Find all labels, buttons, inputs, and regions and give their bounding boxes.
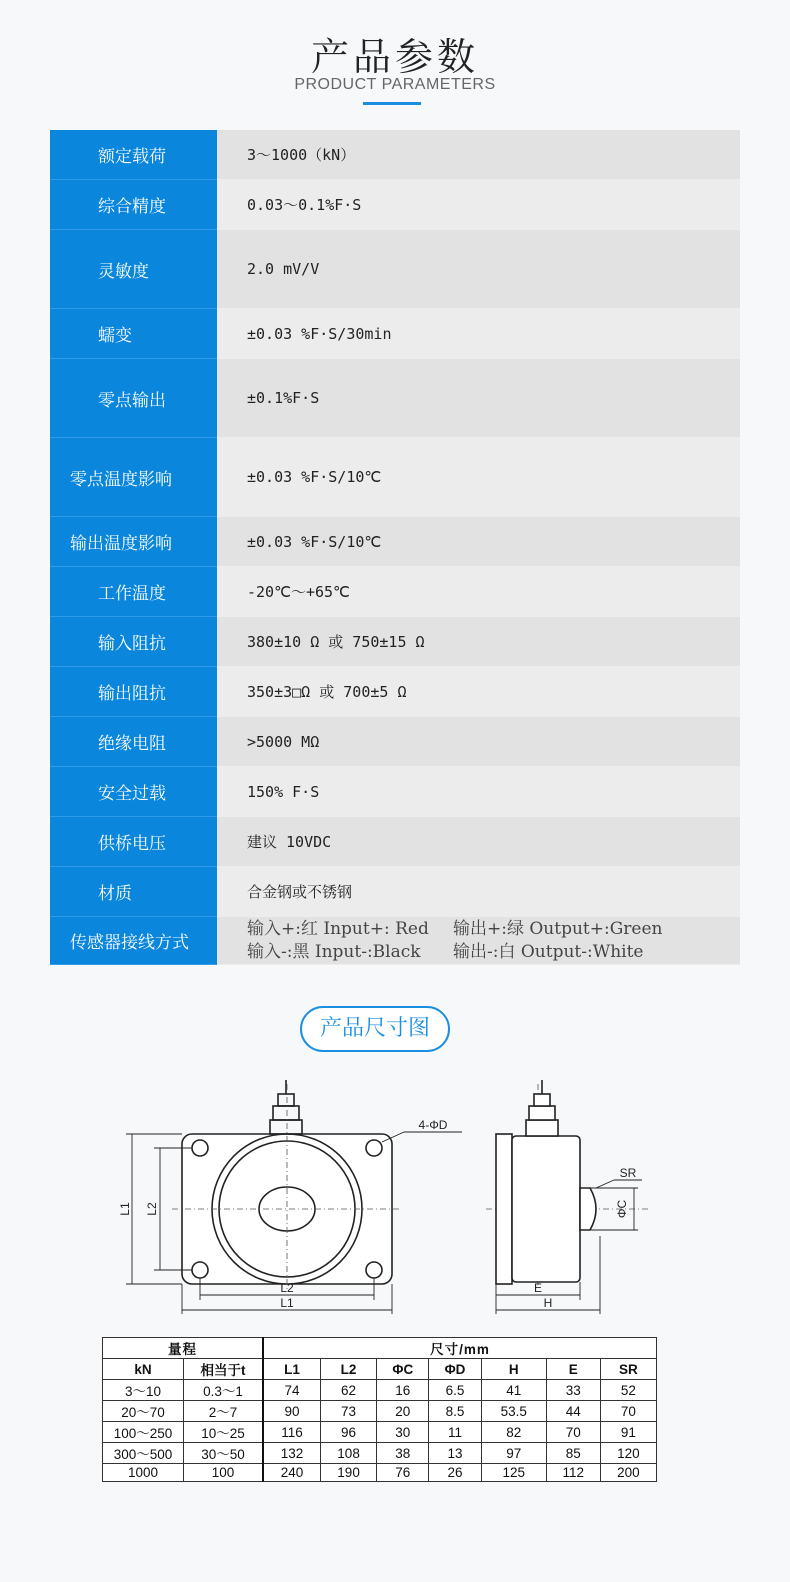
title-underline	[363, 102, 421, 105]
sr-label: SR	[619, 1166, 637, 1180]
dim-col-header: L2	[320, 1359, 376, 1380]
param-row	[50, 767, 740, 817]
param-value: 合金钢或不锈钢	[217, 867, 740, 917]
param-label: 输出阻抗	[50, 667, 217, 717]
l1-label: L1	[280, 1296, 294, 1310]
table-cell: 70	[600, 1401, 656, 1422]
table-cell: 76	[377, 1464, 429, 1482]
dim-col-header: ΦC	[377, 1359, 429, 1380]
wiring-input-negative: 输入-:黑 Input-:Black	[247, 941, 421, 962]
dim-col-header: ΦD	[429, 1359, 481, 1380]
param-label: 零点输出	[50, 359, 217, 438]
dimensions-title: 产品尺寸图	[300, 1006, 450, 1052]
front-connector-nut	[273, 1106, 299, 1120]
table-cell: 74	[263, 1380, 320, 1401]
table-cell: 1000	[103, 1464, 184, 1482]
table-cell: 91	[600, 1422, 656, 1443]
dim-group-size: 尺寸/mm	[263, 1338, 657, 1359]
table-cell: 62	[320, 1380, 376, 1401]
table-cell: 41	[481, 1380, 546, 1401]
dim-col-header: L1	[263, 1359, 320, 1380]
table-cell: 97	[481, 1443, 546, 1464]
param-label: 输入阻抗	[50, 617, 217, 667]
param-label: 绝缘电阻	[50, 717, 217, 767]
wiring-input-positive: 输入+:红 Input+: Red	[247, 918, 429, 939]
param-value: ±0.1%F·S	[217, 359, 740, 438]
wiring-line-negative	[247, 941, 643, 964]
param-value: -20℃～+65℃	[217, 567, 740, 617]
table-cell: 116	[263, 1422, 320, 1443]
param-label: 蠕变	[50, 309, 217, 359]
param-value: 建议 10VDC	[217, 817, 740, 867]
param-label: 工作温度	[50, 567, 217, 617]
table-cell: 2～7	[184, 1401, 264, 1422]
table-cell: 44	[546, 1401, 600, 1422]
front-connector-base	[270, 1120, 302, 1134]
param-label: 安全过载	[50, 767, 217, 817]
param-row	[50, 230, 740, 309]
table-cell: 125	[481, 1464, 546, 1482]
table-cell: 100	[184, 1464, 264, 1482]
dim-group-range: 量程	[103, 1338, 264, 1359]
table-cell: 300～500	[103, 1443, 184, 1464]
dim-col-header: SR	[600, 1359, 656, 1380]
dim-col-header: kN	[103, 1359, 184, 1380]
dimensions-table	[102, 1337, 657, 1482]
side-connector-nut	[529, 1106, 555, 1120]
param-value: ±0.03 %F·S/10℃	[217, 517, 740, 567]
dim-col-header: E	[546, 1359, 600, 1380]
param-value: ±0.03 %F·S/10℃	[217, 438, 740, 517]
table-cell: 82	[481, 1422, 546, 1443]
l2-label-vertical: L2	[145, 1202, 159, 1216]
param-label: 零点温度影响	[50, 438, 217, 517]
param-row	[50, 567, 740, 617]
param-value: ±0.03 %F·S/30min	[217, 309, 740, 359]
table-cell: 96	[320, 1422, 376, 1443]
table-cell: 13	[429, 1443, 481, 1464]
param-value: 2.0 mV/V	[217, 230, 740, 309]
dim-table-header	[103, 1359, 657, 1380]
dim-col-header: H	[481, 1359, 546, 1380]
table-cell: 26	[429, 1464, 481, 1482]
table-cell: 90	[263, 1401, 320, 1422]
dim-col-header: 相当于t	[184, 1359, 264, 1380]
table-cell: 120	[600, 1443, 656, 1464]
table-cell: 20	[377, 1401, 429, 1422]
param-row	[50, 180, 740, 230]
table-cell: 16	[377, 1380, 429, 1401]
param-label: 材质	[50, 867, 217, 917]
wiring-output-negative: 输出-:白 Output-:White	[453, 941, 644, 962]
param-value: 0.03～0.1%F·S	[217, 180, 740, 230]
table-cell: 70	[546, 1422, 600, 1443]
hole-label: 4-ΦD	[418, 1118, 448, 1132]
param-value: 380±10 Ω 或 750±15 Ω	[217, 617, 740, 667]
param-row	[50, 867, 740, 917]
side-connector-cap	[534, 1094, 550, 1106]
page-subtitle: PRODUCT PARAMETERS	[294, 76, 496, 93]
table-cell: 10～25	[184, 1422, 264, 1443]
e-label: E	[533, 1281, 543, 1295]
table-cell: 3～10	[103, 1380, 184, 1401]
param-label: 灵敏度	[50, 230, 217, 309]
param-row	[50, 130, 740, 180]
parameters-table	[50, 130, 740, 965]
side-body	[512, 1136, 580, 1282]
param-value: >5000 MΩ	[217, 717, 740, 767]
table-cell: 38	[377, 1443, 429, 1464]
table-cell: 132	[263, 1443, 320, 1464]
side-flange	[496, 1134, 512, 1284]
param-label: 综合精度	[50, 180, 217, 230]
table-cell: 52	[600, 1380, 656, 1401]
wiring-output-positive: 输出+:绿 Output+:Green	[453, 918, 663, 939]
param-row-wiring	[50, 917, 740, 965]
table-cell: 20～70	[103, 1401, 184, 1422]
table-cell: 73	[320, 1401, 376, 1422]
table-row	[103, 1380, 657, 1401]
front-connector-cap	[278, 1094, 294, 1106]
table-cell: 30	[377, 1422, 429, 1443]
phic-label: ΦC	[615, 1199, 629, 1219]
param-row	[50, 817, 740, 867]
param-value: 350±3□Ω 或 700±5 Ω	[217, 667, 740, 717]
l1-label-vertical: L1	[118, 1202, 132, 1216]
table-cell: 0.3～1	[184, 1380, 264, 1401]
param-label: 传感器接线方式	[50, 917, 217, 965]
table-cell: 85	[546, 1443, 600, 1464]
param-row	[50, 667, 740, 717]
table-row	[103, 1422, 657, 1443]
table-cell: 100～250	[103, 1422, 184, 1443]
table-cell: 6.5	[429, 1380, 481, 1401]
wiring-line-positive	[247, 918, 663, 941]
param-label: 供桥电压	[50, 817, 217, 867]
outer-ring	[212, 1134, 362, 1284]
table-row	[103, 1401, 657, 1422]
table-cell: 8.5	[429, 1401, 481, 1422]
table-cell: 108	[320, 1443, 376, 1464]
param-label: 额定载荷	[50, 130, 217, 180]
table-row	[103, 1464, 657, 1482]
param-row	[50, 309, 740, 359]
param-label: 输出温度影响	[50, 517, 217, 567]
table-cell: 53.5	[481, 1401, 546, 1422]
side-connector-base	[526, 1120, 558, 1136]
l2-label: L2	[280, 1281, 294, 1295]
side-button	[580, 1188, 596, 1230]
dim-table-group-row	[103, 1338, 657, 1359]
table-cell: 30～50	[184, 1443, 264, 1464]
table-cell: 190	[320, 1464, 376, 1482]
h-label: H	[543, 1296, 553, 1310]
param-row	[50, 517, 740, 567]
param-row	[50, 617, 740, 667]
param-row	[50, 359, 740, 438]
table-cell: 112	[546, 1464, 600, 1482]
dimension-drawing	[90, 1076, 690, 1326]
table-row	[103, 1443, 657, 1464]
param-row	[50, 717, 740, 767]
param-value: 150% F·S	[217, 767, 740, 817]
param-row	[50, 438, 740, 517]
param-value: 3～1000（kN）	[217, 130, 740, 180]
table-cell: 240	[263, 1464, 320, 1482]
table-cell: 11	[429, 1422, 481, 1443]
page-title: 产品参数	[310, 35, 479, 79]
table-cell: 33	[546, 1380, 600, 1401]
table-cell: 200	[600, 1464, 656, 1482]
wiring-values	[217, 917, 740, 965]
